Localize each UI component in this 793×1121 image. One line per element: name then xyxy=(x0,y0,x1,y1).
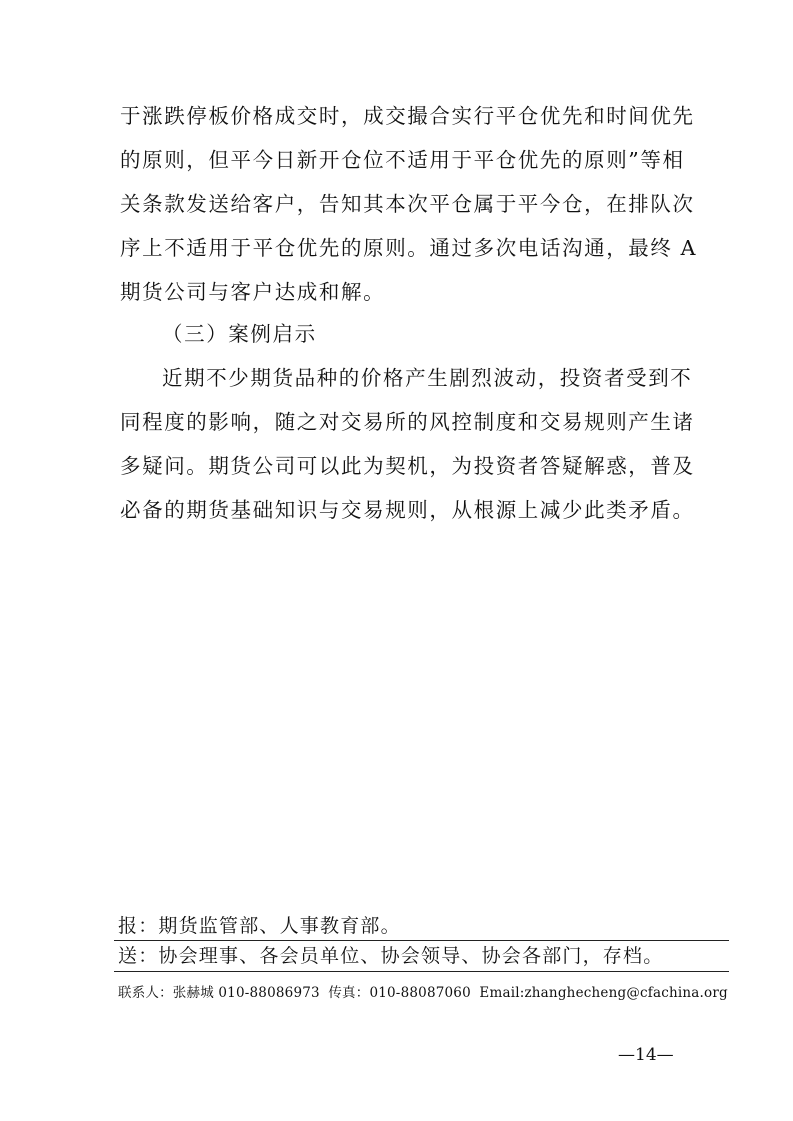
body-line-10: 必备的期货基础知识与交易规则，从根源上减少此类矛盾。 xyxy=(120,498,695,522)
body-line-5: 期货公司与客户达成和解。 xyxy=(120,280,386,304)
section-heading-case-insights: （三）案例启示 xyxy=(162,322,317,346)
contact-info xyxy=(118,983,728,1003)
contact-person: 联系人：张赫城 010-88086973 xyxy=(118,985,320,1001)
page-number: —14— xyxy=(618,1045,674,1065)
body-line-4: 序上不适用于平仓优先的原则。通过多次电话沟通，最终 A xyxy=(120,236,698,260)
body-line-3: 关条款发送给客户，告知其本次平仓属于平今仓，在排队次 xyxy=(120,192,695,216)
divider-rule-bottom xyxy=(114,971,729,972)
divider-rule-top xyxy=(114,940,729,941)
send-to-line: 送：协会理事、各会员单位、协会领导、协会各部门，存档。 xyxy=(118,945,664,967)
body-line-9: 多疑问。期货公司可以此为契机，为投资者答疑解惑，普及 xyxy=(120,454,695,478)
body-line-8: 同程度的影响，随之对交易所的风控制度和交易规则产生诸 xyxy=(120,410,695,434)
body-line-7: 近期不少期货品种的价格产生剧烈波动，投资者受到不 xyxy=(162,366,693,390)
body-line-1: 于涨跌停板价格成交时，成交撮合实行平仓优先和时间优先 xyxy=(120,104,695,128)
contact-fax: 传真：010-88087060 xyxy=(328,985,471,1001)
body-line-2: 的原则，但平今日新开仓位不适用于平仓优先的原则”等相 xyxy=(120,148,685,172)
contact-email: Email:zhanghecheng@cfachina.org xyxy=(479,985,728,1001)
report-to-line: 报：期货监管部、人事教育部。 xyxy=(118,915,401,937)
